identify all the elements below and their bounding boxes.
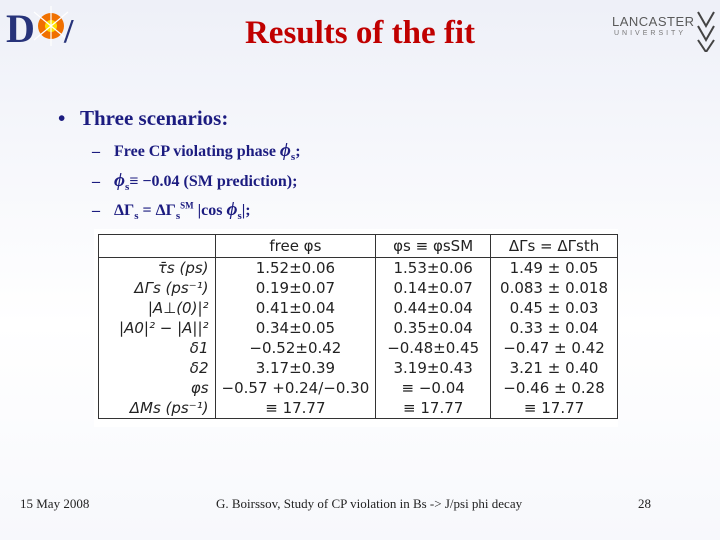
footer-title: G. Boirssov, Study of CP violation in Bs -> J/psi phi decay (216, 496, 523, 511)
dash-icon: – (92, 202, 100, 219)
fit-results-table (94, 229, 618, 427)
scenario-free-phase: – Free CP violating phase $\phi_s$; (92, 140, 301, 164)
table-row: φs −0.57 +0.24/−0.30 ≡ −0.04 −0.46 ± 0.28 (99, 378, 618, 398)
dash-icon: – (92, 143, 100, 160)
table-row: |A0|² − |A||² 0.34±0.05 0.35±0.04 0.33 ± 0.04 (99, 318, 618, 338)
table-row: τ̄s (ps) 1.52±0.06 1.53±0.06 1.49 ± 0.05 (99, 258, 618, 279)
table-row: δ2 3.17±0.39 3.19±0.43 3.21 ± 0.40 (99, 358, 618, 378)
table-row: |A⊥(0)|² 0.41±0.04 0.44±0.04 0.45 ± 0.03 (99, 298, 618, 318)
logo-lancaster-text: LANCASTER (612, 14, 695, 29)
table-header-row (99, 235, 618, 258)
bullet-three-scenarios (58, 106, 228, 131)
page-number: 28 (638, 496, 651, 511)
dash-icon: – (92, 173, 100, 190)
table-row: δ1 −0.52±0.42 −0.48±0.45 −0.47 ± 0.42 (99, 338, 618, 358)
table-header-cell: φs ≡ φsSM (376, 235, 491, 258)
slide-title: Results of the fit (244, 15, 476, 51)
table-row: ΔMs (ps⁻¹) ≡ 17.77 ≡ 17.77 ≡ 17.77 (99, 398, 618, 419)
bullet-text: Three scenarios: (80, 106, 229, 130)
table-row: ΔΓs (ps⁻¹) 0.19±0.07 0.14±0.07 0.083 ± 0.018 (99, 278, 618, 298)
table-header-cell: ΔΓs = ΔΓsth (491, 235, 618, 258)
footer-date: 15 May 2008 (20, 496, 90, 511)
scenario-sm-prediction: – $\phi_s\equiv -0.04$ (SM prediction); (92, 170, 298, 194)
table-header-cell: free φs (215, 235, 376, 258)
table-header-cell (99, 235, 216, 258)
logo-university-text: UNIVERSITY (614, 30, 687, 37)
svg-text:/: / (64, 13, 74, 48)
scenario-delta-gamma: – $\Delta\Gamma_s = \Delta\Gamma_s℠$ |cos $\phi_s|$; (92, 199, 251, 223)
bullet-dot-icon: • (58, 106, 66, 130)
svg-text:D: D (6, 6, 35, 48)
